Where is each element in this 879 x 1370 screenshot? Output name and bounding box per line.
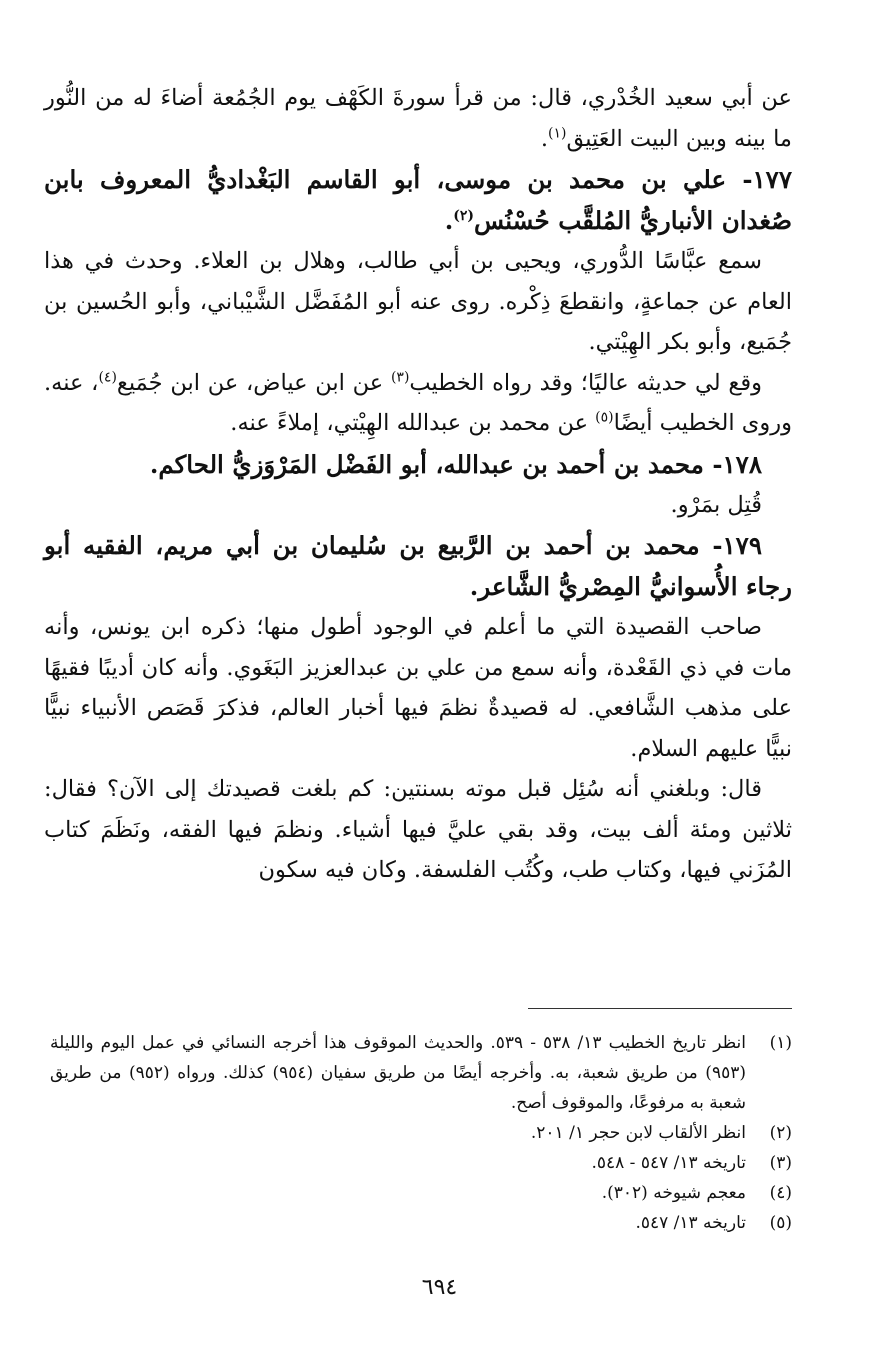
- entry-178-heading: ١٧٨- محمد بن أحمد بن عبدالله، أبو الفَضْل المَرْوَزيُّ الحاكم.: [149, 449, 762, 479]
- paragraph-179-quote: قال: وبلغني أنه سُئِل قبل موته بسنتين: كم بلغت قصيدتك إلى الآن؟ فقال: ثلاثين ومئة ألف بيت، وقد بقي عليَّ فيها أشياء. ونظمَ فيها الفقه، ونَظَمَ كتاب المُزَني فيها، وكتاب طب، وكُتُب الفلسفة. وكان فيه سكون: [44, 776, 792, 883]
- footnote-number: (٢): [769, 1123, 792, 1143]
- entry-179-heading: ١٧٩- محمد بن أحمد بن الرَّبيع بن سُليمان بن أبي مريم، الفقيه أبو رجاء الأُسوانيُّ المِصْريُّ الشَّاعر.: [44, 531, 792, 601]
- entry-177-heading: ١٧٧- علي بن محمد بن موسى، أبو القاسم البَغْداديُّ المعروف بابن صُغدان الأنباريُّ المُلقَّب حُسْنُس$^{(٢)}$.: [44, 165, 792, 235]
- footnote-number: (٥): [769, 1213, 792, 1233]
- footnote-text: انظر الألقاب لابن حجر ١/ ٢٠١.: [530, 1123, 746, 1143]
- footnote-text: انظر تاريخ الخطيب ١٣/ ٥٣٨ - ٥٣٩. والحديث الموقوف هذا أخرجه النسائي في عمل اليوم والليلة (٩٥٣) من طريق شعبة، به. وأخرجه أيضًا من طريق سفيان (٩٥٤) كذلك. ورواه (٩٥٢) من طريق شعبة به مرفوعًا، والموقوف أصح.: [50, 1033, 746, 1113]
- footnote-text: تاريخه ١٣/ ٥٤٧.: [635, 1213, 746, 1233]
- footnote-2: [50, 1118, 792, 1148]
- footnote-divider: [528, 1008, 792, 1009]
- footnote-3: [50, 1148, 792, 1178]
- footnote-ref-3[interactable]: (٣): [390, 369, 410, 385]
- main-text: [44, 78, 792, 891]
- paragraph-179-bio: صاحب القصيدة التي ما أعلم في الوجود أطول منها؛ ذكره ابن يونس، وأنه مات في ذي القَعْدة، وأنه سمع من علي بن عبدالعزيز البَغَوي. وأنه كان أديبًا فقيهًا على مذهب الشَّافعي. له قصيدةٌ نظمَ فيها أخبار العالم، فذكرَ قَصَص الأنبياء نبيًّا نبيًّا عليهم السلام.: [44, 614, 792, 762]
- footnotes: [50, 1028, 792, 1238]
- footnote-ref-5[interactable]: (٥): [595, 409, 614, 426]
- page-number: ٦٩٤: [421, 1275, 458, 1300]
- paragraph-177-narration: وقع لي حديثه عاليًا؛ وقد رواه الخطيب$^{(٣)}$ عن ابن عياض، عن ابن جُمَيع$^{(٤)}$، عنه. وروى الخطيب أيضًا$^{(٥)}$ عن محمد بن عبدالله الهِيْتي، إملاءً عنه.: [44, 369, 792, 436]
- footnote-5: [50, 1208, 792, 1238]
- footnote-ref-1[interactable]: (١): [547, 125, 567, 141]
- footnote-1: [50, 1028, 792, 1118]
- footnote-ref-4[interactable]: (٤): [98, 369, 117, 385]
- paragraph-hadith: عن أبي سعيد الخُدْري، قال: من قرأ سورةَ الكَهْف يوم الجُمُعة أضاءَ له من النُّور ما بينه وبين البيت العَتِيق$^{(١)}$.: [44, 85, 792, 152]
- footnote-ref-2[interactable]: (٢): [453, 207, 475, 224]
- footnote-4: [50, 1178, 792, 1208]
- footnote-number: (٤): [769, 1183, 792, 1203]
- paragraph-177-bio: سمع عبَّاسًا الدُّوري، ويحيى بن أبي طالب، وهلال بن العلاء. وحدث في هذا العام عن جماعةٍ، وانقطعَ ذِكْره. روى عنه أبو المُفَضَّل الشَّيْباني، وأبو الحُسين بن جُمَيع، وأبو بكر الهِيْتي.: [44, 248, 792, 355]
- footnote-text: معجم شيوخه (٣٠٢).: [601, 1183, 746, 1203]
- footnote-text: تاريخه ١٣/ ٥٤٧ - ٥٤٨.: [591, 1153, 746, 1173]
- footnote-number: (٣): [769, 1153, 792, 1173]
- footnote-number: (١): [769, 1033, 792, 1053]
- paragraph-178-bio: قُتِل بمَرْو.: [670, 491, 762, 518]
